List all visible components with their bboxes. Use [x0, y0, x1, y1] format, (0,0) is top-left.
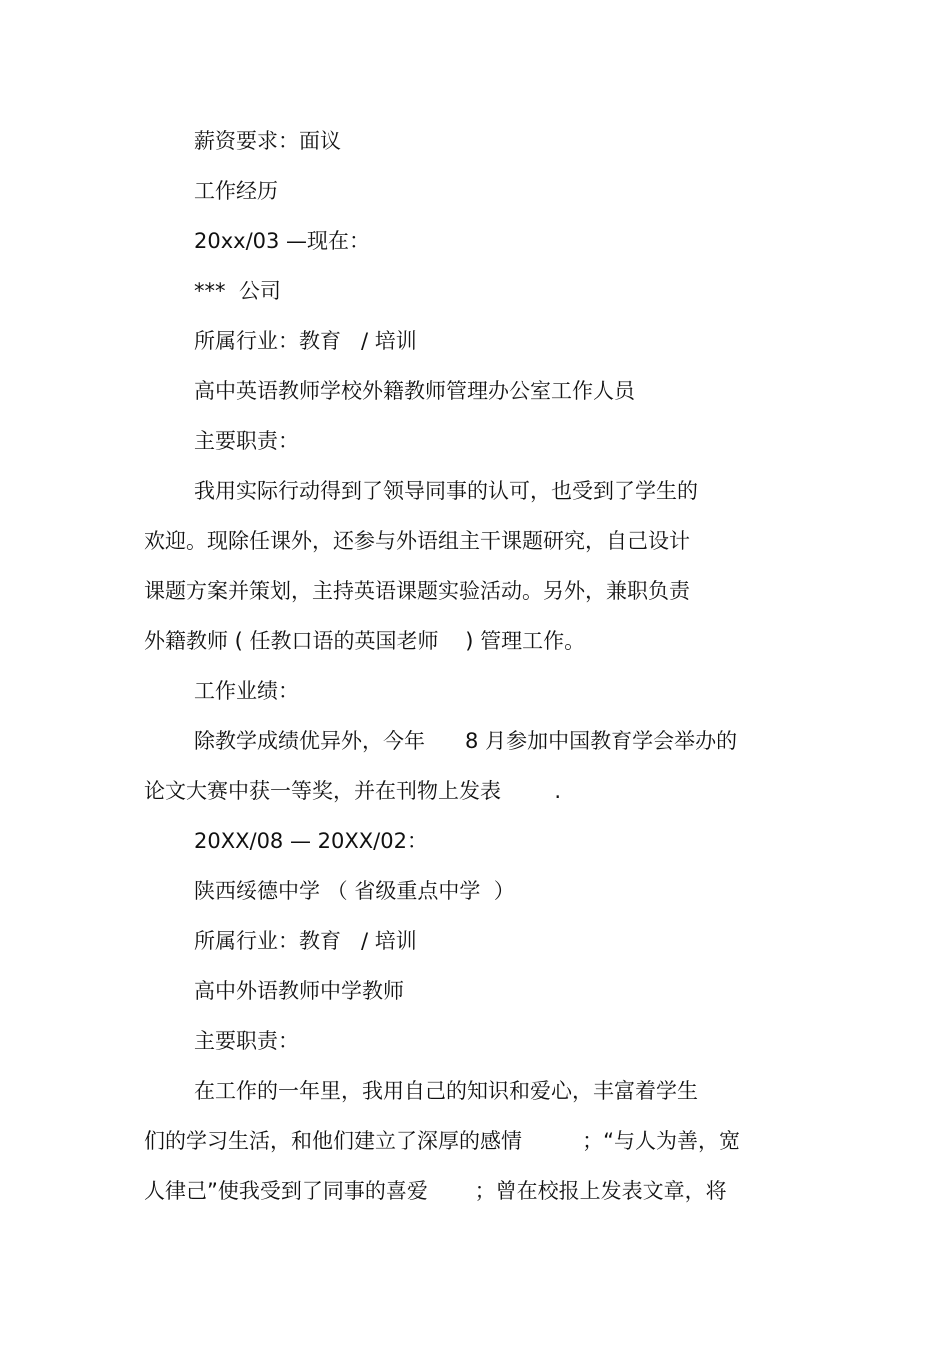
- job1-company: *** 公司: [194, 279, 281, 303]
- job1-achievements-text-line-2: 论文大赛中获一等奖，并在刊物上发表 .: [144, 779, 562, 803]
- job1-industry: 所属行业：教育 / 培训: [194, 329, 417, 353]
- job2-duties-label: 主要职责：: [194, 1029, 299, 1053]
- job2-duties-text-line-3: 人律己”使我受到了同事的喜爱 ；曾在校报上发表文章，将: [144, 1179, 727, 1203]
- section-heading-work-experience: 工作经历: [194, 179, 278, 203]
- job1-duties-text-line-2: 欢迎。现除任课外，还参与外语组主干课题研究，自己设计: [144, 529, 690, 553]
- job1-duties-text-line-4: 外籍教师 ( 任教口语的英国老师 ) 管理工作。: [144, 629, 586, 653]
- job1-achievements-text-line-1: 除教学成绩优异外，今年 8 月参加中国教育学会举办的: [194, 729, 738, 753]
- job2-position: 高中外语教师中学教师: [194, 979, 404, 1003]
- job1-period: 20xx/03 —现在：: [194, 229, 371, 253]
- job1-achievements-label: 工作业绩：: [194, 679, 299, 703]
- job1-duties-text-line-3: 课题方案并策划，主持英语课题实验活动。另外，兼职负责: [144, 579, 690, 603]
- job1-duties-text-line-1: 我用实际行动得到了领导同事的认可，也受到了学生的: [194, 479, 698, 503]
- job2-school: 陕西绥德中学 （ 省级重点中学 ）: [194, 879, 515, 903]
- job2-duties-text-line-2: 们的学习生活，和他们建立了深厚的感情 ；“与人为善，宽: [144, 1129, 740, 1153]
- salary-requirement: 薪资要求：面议: [194, 129, 341, 153]
- job1-duties-label: 主要职责：: [194, 429, 299, 453]
- job2-duties-text-line-1: 在工作的一年里，我用自己的知识和爱心，丰富着学生: [194, 1079, 698, 1103]
- job2-period: 20XX/08 — 20XX/02：: [194, 829, 428, 853]
- job2-industry: 所属行业：教育 / 培训: [194, 929, 417, 953]
- job1-position: 高中英语教师学校外籍教师管理办公室工作人员: [194, 379, 635, 403]
